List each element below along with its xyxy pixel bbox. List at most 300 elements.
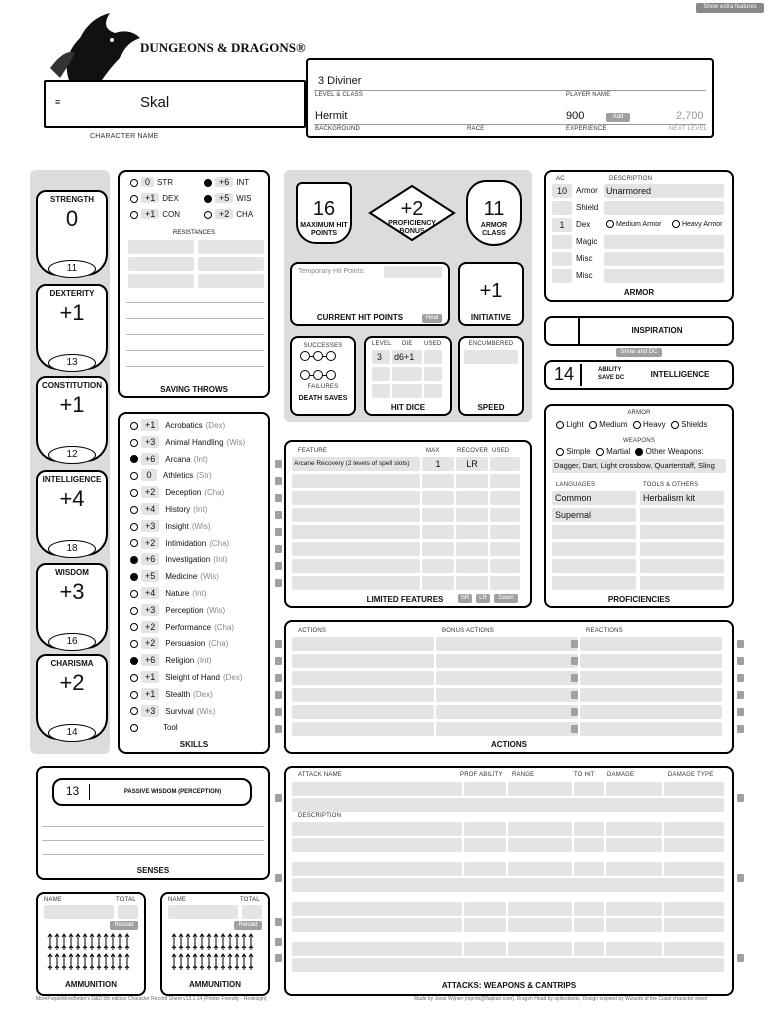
skill-proficiency-toggle[interactable] [130,439,138,447]
feature-name-field[interactable] [292,559,420,573]
tool-field[interactable]: Herbalism kit [640,491,724,505]
armor-row-description[interactable]: Unarmored [604,184,724,198]
skill-modifier: +3 [141,604,159,616]
proficiency-toggle[interactable] [204,211,212,219]
ammo-total-field[interactable] [118,905,138,919]
reaction-field[interactable] [580,688,722,702]
add-experience-button[interactable]: Add [606,113,630,122]
dawn-button[interactable]: Dawn [494,594,518,603]
reaction-field[interactable] [580,637,722,651]
bonus-arrow-icon[interactable] [571,708,578,716]
attack-field[interactable] [606,838,662,852]
skill-modifier: +5 [141,570,159,582]
damage-type-label: DAMAGE TYPE [668,772,714,778]
skill-proficiency-toggle[interactable] [130,539,138,547]
tool-field[interactable] [640,542,724,556]
failures-label: FAILURES [307,384,339,390]
skill-ability: (Dex) [205,421,226,430]
armor-row-description[interactable] [604,201,724,215]
save-con[interactable] [130,209,180,219]
feature-max-field[interactable]: 1 [422,457,454,471]
bonus-action-field[interactable] [436,671,578,685]
medium-armor-option[interactable]: Medium Armor [606,220,661,228]
skill-proficiency-toggle[interactable] [130,422,138,430]
long-rest-button[interactable]: LR [476,594,490,603]
skill-modifier: +2 [141,621,159,633]
save-modifier: +6 [215,177,233,187]
ammo-total-field[interactable] [242,905,262,919]
proficiencies-title: PROFICIENCIES [607,595,671,604]
bonus-action-field[interactable] [436,688,578,702]
skill-arcana[interactable] [130,452,208,468]
skill-ability: (Cha) [214,622,235,632]
feature-used-field[interactable] [490,576,520,590]
feature-max-field[interactable] [422,491,454,505]
armor-row-value[interactable] [552,252,572,266]
current-hp-label: CURRENT HIT POINTS [316,313,404,322]
bonus-action-field[interactable] [436,705,578,719]
initiative-value[interactable]: +1 [479,280,503,302]
experience-field[interactable]: 900 [566,110,585,122]
feature-recover-field[interactable] [456,576,488,590]
armor-row-value[interactable]: 1 [552,218,572,232]
success-checkboxes[interactable] [300,351,336,361]
attack-arrow-icon[interactable] [275,874,282,882]
save-cha[interactable] [204,209,253,219]
skill-name: Stealth [165,689,191,699]
feature-recover-field[interactable]: LR [456,457,488,471]
skill-intimidation[interactable] [130,536,229,552]
skill-proficiency-toggle[interactable] [130,590,138,598]
armor-row-description[interactable] [604,235,724,249]
feature-recover-field[interactable] [456,474,488,488]
skill-modifier: +4 [141,587,159,599]
ability-name: WISDOM [55,568,89,577]
attack-field[interactable] [464,942,506,956]
attack-field[interactable] [508,838,572,852]
ability-modifier: +3 [59,579,85,604]
ability-strength [36,190,108,276]
inspiration-box[interactable] [546,318,580,344]
language-field[interactable] [552,559,636,573]
skill-modifier: +6 [141,654,159,666]
experience-label: EXPERIENCE [566,126,607,132]
feature-used-field[interactable] [490,491,520,505]
feature-max-field[interactable] [422,542,454,556]
bonus-arrow-icon[interactable] [571,691,578,699]
bonus-arrow-icon[interactable] [571,640,578,648]
ability-score[interactable]: 13 [48,354,96,372]
skill-modifier: 0 [141,469,157,481]
ammo-name-field[interactable] [168,905,238,919]
attack-field[interactable] [574,782,604,796]
hd-die-field[interactable]: d6+1 [392,350,422,364]
tools-label: TOOLS & OTHERS [643,482,699,488]
attack-field[interactable] [574,902,604,916]
ability-score[interactable]: 18 [48,540,96,558]
skill-tool[interactable] [130,720,181,736]
ammo-arrow-icon[interactable] [275,938,282,946]
attack-arrow-icon[interactable] [737,794,744,802]
language-field[interactable]: Supernal [552,508,636,522]
ammo-arrows-icon[interactable] [170,932,262,972]
feature-arrow-icon[interactable] [275,460,282,468]
skill-name: Perception [165,605,204,615]
feature-max-field[interactable] [422,576,454,590]
attack-field[interactable] [574,918,604,932]
skill-athletics[interactable] [130,468,212,484]
action-field[interactable] [292,688,434,702]
skill-ability: (Int) [192,589,207,598]
attack-field[interactable] [464,902,506,916]
feature-name-field[interactable] [292,525,420,539]
skill-acrobatics[interactable] [130,418,225,434]
action-field[interactable] [292,722,434,736]
ammo-arrows-icon[interactable] [46,932,138,972]
language-field[interactable] [552,576,636,590]
ability-score[interactable]: 11 [48,260,96,278]
attack-field[interactable] [508,862,572,876]
bonus-arrow-icon[interactable] [571,674,578,682]
proficiency-toggle[interactable] [204,179,212,187]
skill-proficiency-toggle[interactable] [130,556,138,564]
ability-intelligence [36,470,108,556]
skill-modifier: +3 [141,705,159,717]
reaction-field[interactable] [580,705,722,719]
tool-field[interactable] [640,525,724,539]
ammo-arrow-icon[interactable] [275,918,282,926]
attack-field[interactable] [508,902,572,916]
save-modifier: 0 [141,177,154,187]
proficiency-toggle[interactable] [130,179,138,187]
skill-survival[interactable] [130,704,215,720]
feature-name-field[interactable] [292,474,420,488]
attack-field[interactable] [664,862,724,876]
attack-field[interactable] [508,942,572,956]
feature-recover-field[interactable] [456,525,488,539]
feature-name-field[interactable] [292,491,420,505]
attack-arrow-icon[interactable] [275,954,282,962]
skill-proficiency-toggle[interactable] [130,506,138,514]
armor-row-value[interactable] [552,269,572,283]
bonus-arrow-icon[interactable] [571,657,578,665]
armor-row-name: Magic [576,237,598,246]
armor-row-name: Armor [576,186,598,195]
skill-sleight-of-hand[interactable] [130,670,243,686]
show-dc-button[interactable]: Show and DC [616,348,662,357]
attack-description-field[interactable] [292,958,724,972]
feature-name-field[interactable] [292,542,420,556]
action-arrow-icon[interactable] [275,725,282,733]
feature-used-field[interactable] [490,508,520,522]
language-field[interactable]: Common [552,491,636,505]
feature-used-field[interactable] [490,457,520,471]
armor-proficiency-options[interactable]: Light Medium Heavy Shields [556,420,707,429]
tool-field[interactable] [640,559,724,573]
heavy-armor-option[interactable]: Heavy Armor [672,220,722,228]
save-wis[interactable] [204,193,251,203]
skill-history[interactable] [130,502,207,518]
feature-used-field[interactable] [490,525,520,539]
skill-religion[interactable] [130,653,211,669]
attack-field[interactable] [508,822,572,836]
prof-ability-label: PROF ABILITY [460,772,503,778]
save-modifier: +1 [141,193,159,203]
feature-arrow-icon[interactable] [275,562,282,570]
character-name-field[interactable]: Skal [140,94,170,111]
footer-left: MorePurpleMoreBetter's D&D 5th edition Character Record Sheet v13.1.14 (Printer Friendly - Redesign) [36,996,267,1002]
attack-field[interactable] [574,822,604,836]
attack-field[interactable] [508,782,572,796]
reaction-field[interactable] [580,671,722,685]
feature-label: FEATURE [298,448,327,454]
armor-row-description[interactable] [604,252,724,266]
armor-row-value[interactable] [552,201,572,215]
action-arrow-icon[interactable] [275,657,282,665]
ammunition-title: AMMUNITION [65,980,117,989]
skill-proficiency-toggle[interactable] [130,523,138,531]
initiative-label: INITIATIVE [470,313,512,322]
reaction-arrow-icon[interactable] [737,725,744,733]
spell-dc-value: 14 [548,364,582,386]
skill-performance[interactable] [130,620,234,636]
feature-max-field[interactable] [422,508,454,522]
skill-investigation[interactable] [130,552,227,568]
skill-proficiency-toggle[interactable] [130,724,138,732]
ability-dexterity [36,284,108,370]
ability-score[interactable]: 16 [48,633,96,651]
level-class-field[interactable]: 3 Diviner [318,75,362,87]
attack-field[interactable] [292,838,462,852]
bonus-arrow-icon[interactable] [571,725,578,733]
skill-proficiency-toggle[interactable] [130,707,138,715]
skill-nature[interactable] [130,586,207,602]
action-field[interactable] [292,671,434,685]
passive-perception-label: PASSIVE WISDOM (PERCEPTION) [123,789,222,795]
attack-field[interactable] [574,838,604,852]
feature-name-field[interactable] [292,576,420,590]
ammunition-title: AMMUNITION [189,980,241,989]
attack-arrow-icon[interactable] [275,794,282,802]
attack-arrow-icon[interactable] [737,874,744,882]
spell-ability-label[interactable]: INTELLIGENCE [650,370,710,379]
attack-field[interactable] [664,902,724,916]
ammo-name-field[interactable] [44,905,114,919]
skill-persuasion[interactable] [130,636,228,652]
attack-field[interactable] [606,918,662,932]
ability-score[interactable]: 14 [48,724,96,742]
skill-ability: (Wis) [191,521,211,531]
other-weapons-field[interactable]: Dagger, Dart, Light crossbow, Quarterstaff, Sling [552,459,726,473]
resistances-label: RESISTANCES [173,230,215,236]
proficiency-toggle[interactable] [130,195,138,203]
tool-field[interactable] [640,576,724,590]
skill-medicine[interactable] [130,569,219,585]
attack-field[interactable] [606,822,662,836]
feature-used-field[interactable] [490,474,520,488]
skill-proficiency-toggle[interactable] [130,674,138,682]
proficiency-toggle[interactable] [204,195,212,203]
attack-field[interactable] [464,822,506,836]
skill-proficiency-toggle[interactable] [130,623,138,631]
reaction-field[interactable] [580,722,722,736]
encumbered-label: ENCUMBERED [468,341,514,347]
attack-field[interactable] [606,782,662,796]
reaction-field[interactable] [580,654,722,668]
max-hp-value[interactable]: 16 [312,198,336,220]
attack-field[interactable] [664,822,724,836]
dragon-logo-icon [40,8,150,88]
skill-proficiency-toggle[interactable] [130,607,138,615]
bonus-action-field[interactable] [436,722,578,736]
feature-name-field[interactable] [292,508,420,522]
language-field[interactable] [552,542,636,556]
save-modifier: +5 [215,193,233,203]
skill-insight[interactable] [130,519,211,535]
character-name-label: CHARACTER NAME [90,133,159,140]
skill-modifier: +2 [141,637,159,649]
save-ability: STR [157,178,174,187]
reaction-arrow-icon[interactable] [737,657,744,665]
ability-name: INTELLIGENCE [42,475,102,484]
reaction-arrow-icon[interactable] [737,640,744,648]
attack-field[interactable] [664,942,724,956]
attack-field[interactable] [606,902,662,916]
skill-proficiency-toggle[interactable] [130,455,138,463]
skills-title: SKILLS [179,740,209,749]
weapon-proficiency-options[interactable]: Simple Martial Other Weapons: [556,447,704,456]
action-arrow-icon[interactable] [275,691,282,699]
attack-field[interactable] [664,918,724,932]
skill-proficiency-toggle[interactable] [130,657,138,665]
armor-title: ARMOR [623,288,655,297]
save-dex[interactable] [130,193,179,203]
attack-description-field[interactable] [292,878,724,892]
next-level-label: NEXT LEVEL [669,126,708,132]
armor-row-value[interactable]: 10 [552,184,572,198]
proficiency-toggle[interactable] [130,211,138,219]
action-arrow-icon[interactable] [275,640,282,648]
attack-description-field[interactable] [292,798,724,812]
skill-proficiency-toggle[interactable] [130,472,138,480]
attack-field[interactable] [664,782,724,796]
attack-field[interactable] [464,782,506,796]
action-arrow-icon[interactable] [275,708,282,716]
save-int[interactable] [204,177,249,187]
reload-button[interactable]: Reload [234,921,262,930]
attack-field[interactable] [292,902,462,916]
heal-button[interactable]: Heal [422,314,442,323]
save-modifier: +2 [215,209,233,219]
proficiency-bonus-label: PROFICIENCY BONUS [388,220,436,235]
skill-ability: (Int) [193,454,208,464]
skill-deception[interactable] [130,485,224,501]
action-field[interactable] [292,637,434,651]
background-field[interactable]: Hermit [315,110,348,122]
feature-recover-field[interactable] [456,559,488,573]
attack-field[interactable] [574,942,604,956]
show-extra-features-button[interactable]: Show extra features [696,3,764,13]
player-name-label: PLAYER NAME [566,92,611,98]
feature-arrow-icon[interactable] [275,477,282,485]
skill-animal-handling[interactable] [130,435,245,451]
hd-level-field[interactable]: 3 [372,350,390,364]
skill-ability: (Wis) [206,605,226,615]
feature-name-field[interactable]: Arcane Recovery (2 levels of spell slots) [292,457,420,471]
action-field[interactable] [292,705,434,719]
reaction-arrow-icon[interactable] [737,708,744,716]
ability-name: CONSTITUTION [42,381,102,390]
attack-field[interactable] [464,918,506,932]
feature-arrow-icon[interactable] [275,579,282,587]
feature-arrow-icon[interactable] [275,528,282,536]
bonus-action-field[interactable] [436,654,578,668]
passive-perception-value: 13 [56,784,90,800]
skill-perception[interactable] [130,603,225,619]
saving-throws-title: SAVING THROWS [160,385,228,394]
skill-proficiency-toggle[interactable] [130,573,138,581]
feature-arrow-icon[interactable] [275,545,282,553]
armor-row-description[interactable] [604,269,724,283]
attack-field[interactable] [606,942,662,956]
armor-row-value[interactable] [552,235,572,249]
attack-field[interactable] [292,942,462,956]
bonus-action-field[interactable] [436,637,578,651]
feature-recover-field[interactable] [456,542,488,556]
actions-label: ACTIONS [298,628,327,634]
attack-field[interactable] [508,918,572,932]
feature-recover-field[interactable] [456,491,488,505]
temp-hp-field[interactable] [384,266,442,278]
attack-field[interactable] [464,838,506,852]
attack-field[interactable] [292,782,462,796]
reload-button[interactable]: Reload [110,921,138,930]
action-arrow-icon[interactable] [275,674,282,682]
feature-arrow-icon[interactable] [275,494,282,502]
attack-field[interactable] [292,822,462,836]
ability-score[interactable]: 12 [48,446,96,464]
reaction-arrow-icon[interactable] [737,691,744,699]
attack-field[interactable] [292,918,462,932]
attack-field[interactable] [464,862,506,876]
skill-proficiency-toggle[interactable] [130,691,138,699]
skill-proficiency-toggle[interactable] [130,640,138,648]
feature-arrow-icon[interactable] [275,511,282,519]
attack-field[interactable] [292,862,462,876]
short-rest-button[interactable]: SR [458,594,472,603]
feature-used-field[interactable] [490,559,520,573]
feature-max-field[interactable] [422,525,454,539]
skill-proficiency-toggle[interactable] [130,489,138,497]
feature-recover-field[interactable] [456,508,488,522]
reaction-arrow-icon[interactable] [737,674,744,682]
skill-name: History [165,505,191,514]
feature-max-field[interactable] [422,474,454,488]
attack-field[interactable] [574,862,604,876]
failure-checkboxes[interactable] [300,370,336,380]
feature-used-field[interactable] [490,542,520,556]
attack-arrow-icon[interactable] [737,954,744,962]
action-field[interactable] [292,654,434,668]
feature-max-field[interactable] [422,559,454,573]
save-str[interactable] [130,177,173,187]
skill-stealth[interactable] [130,687,213,703]
language-field[interactable] [552,525,636,539]
attack-field[interactable] [606,862,662,876]
tool-field[interactable] [640,508,724,522]
attack-field[interactable] [664,838,724,852]
armor-ac-label: AC [556,176,565,182]
